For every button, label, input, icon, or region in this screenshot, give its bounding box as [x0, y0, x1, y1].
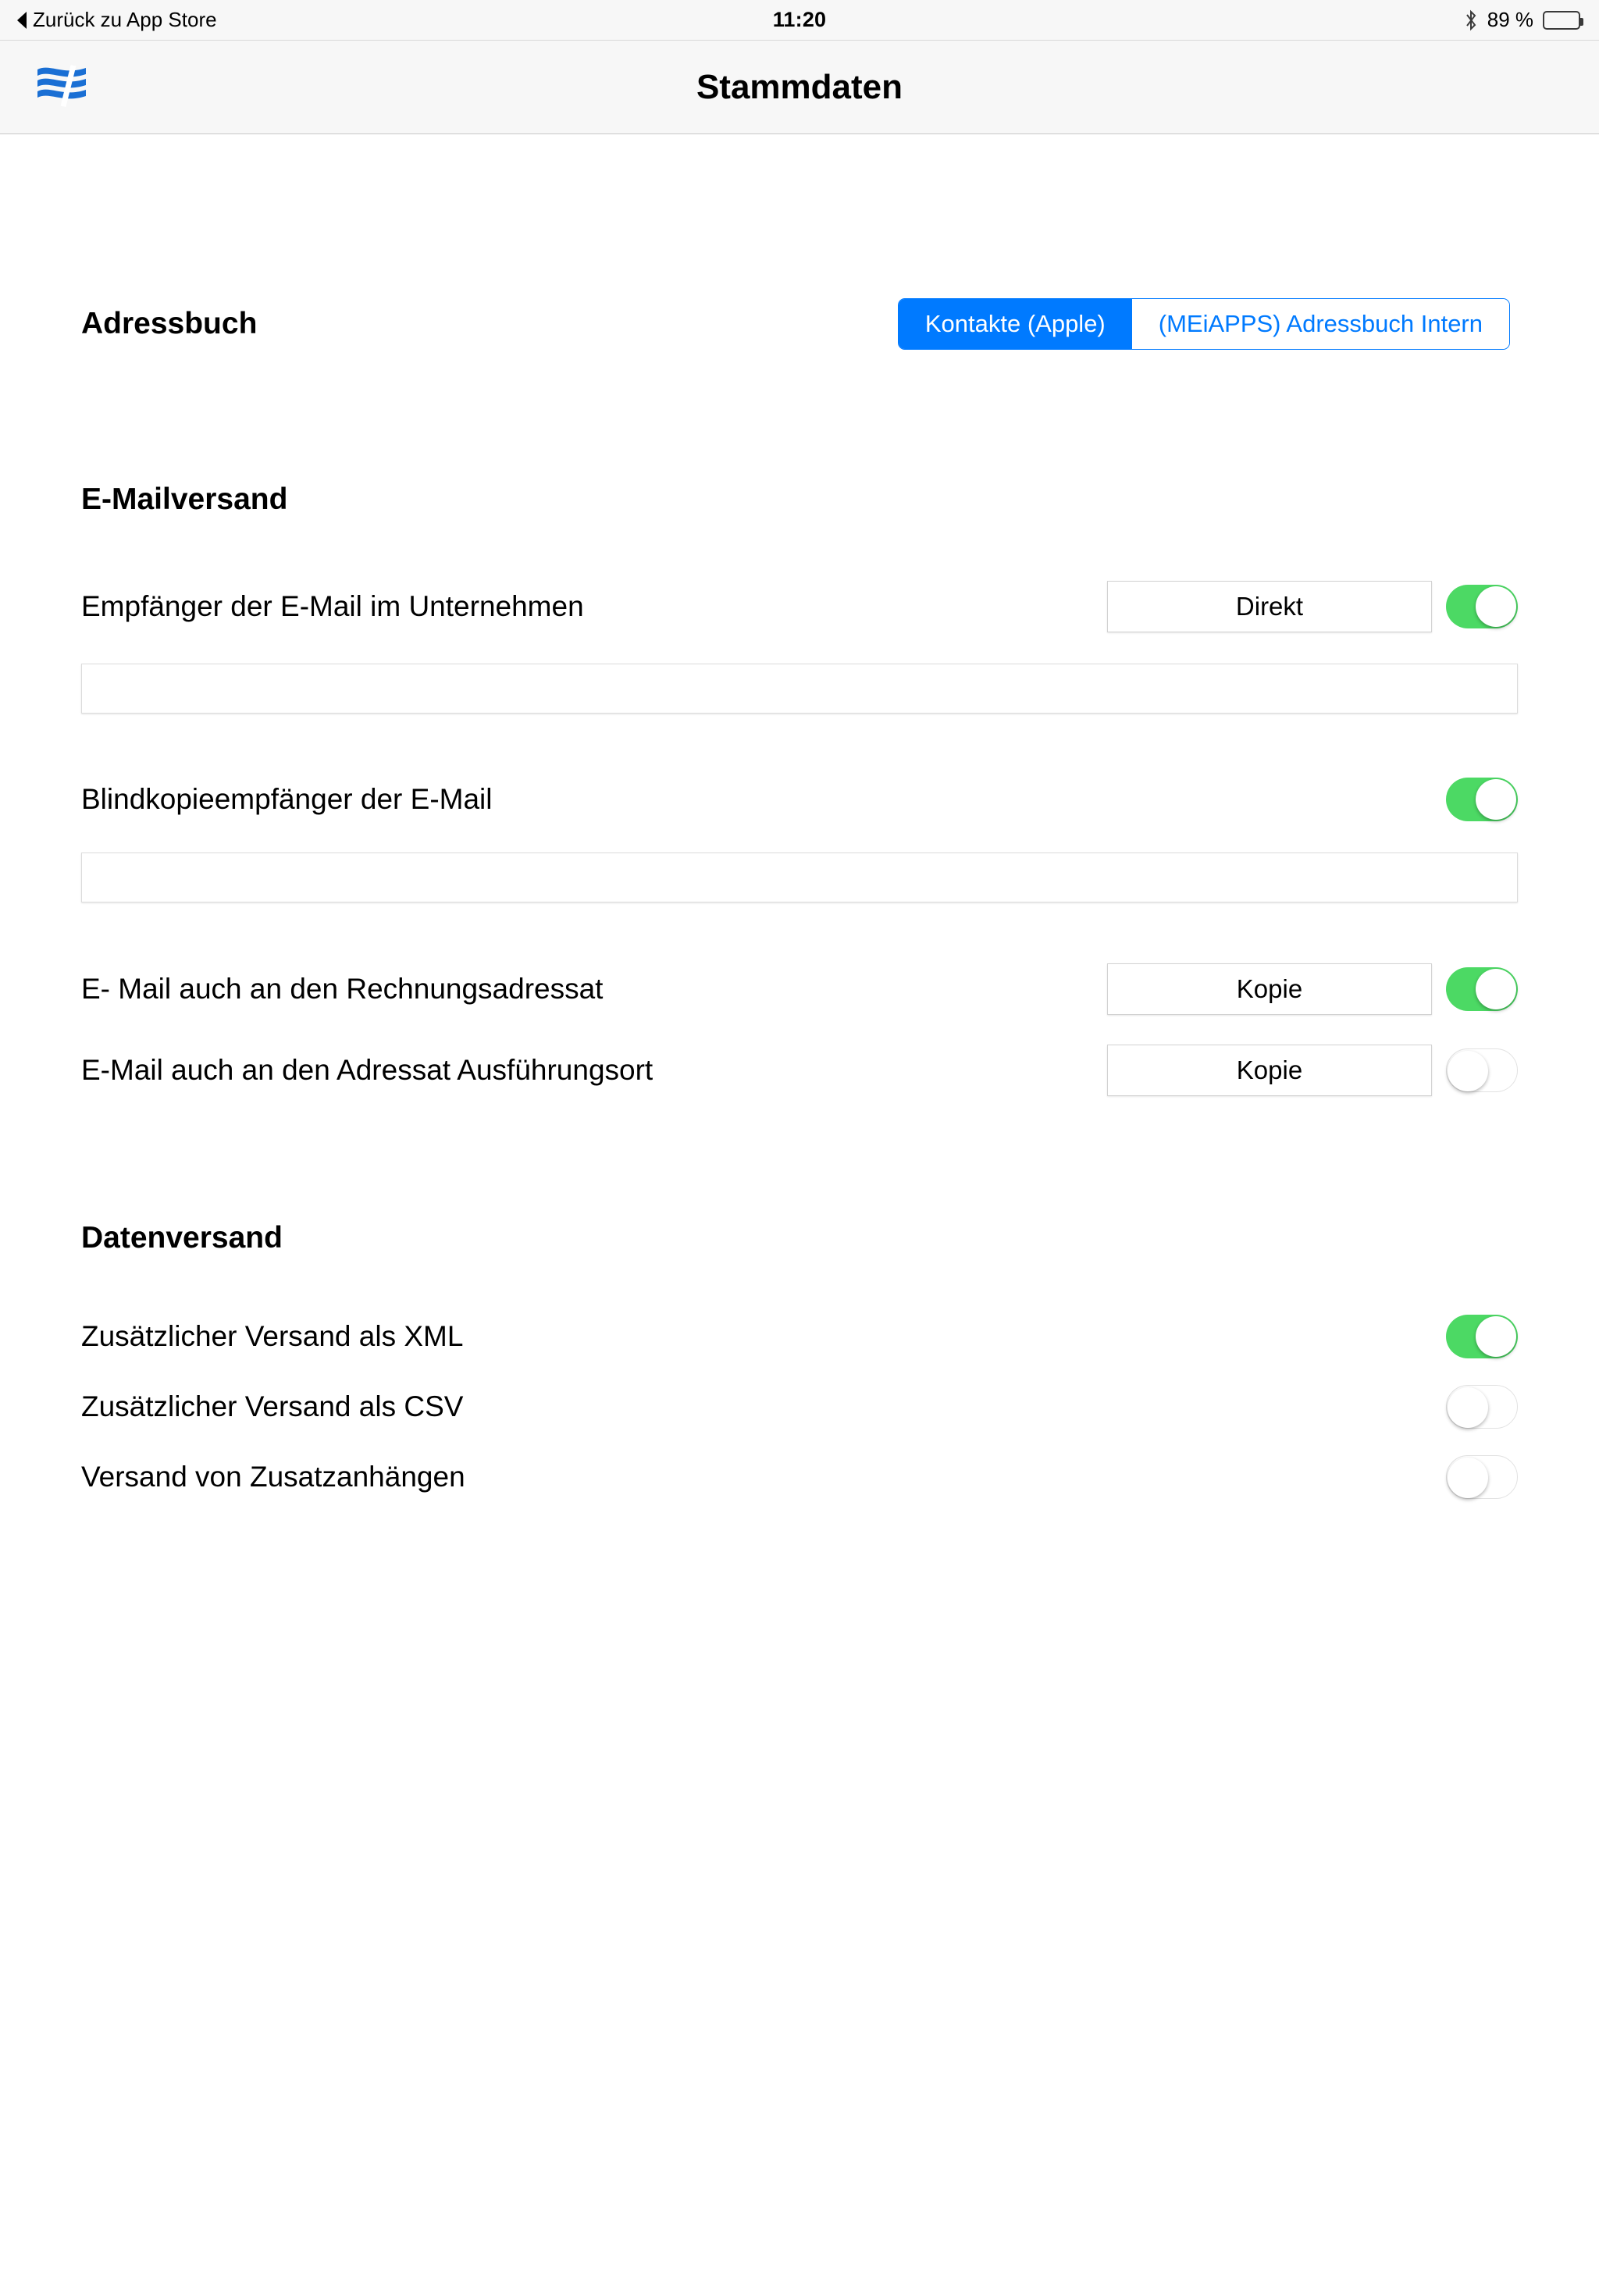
- status-bar: [0, 0, 1599, 41]
- address-book-segmented-control[interactable]: [898, 298, 1510, 350]
- back-caret-icon: [17, 12, 27, 29]
- row-empfaenger-unternehmen-controls: [1107, 581, 1518, 632]
- battery-icon: [1543, 11, 1580, 30]
- empfaenger-unternehmen-value[interactable]: Direkt: [1107, 581, 1432, 632]
- row-rechnungsadressat-controls: [1107, 963, 1518, 1015]
- empfaenger-unternehmen-input[interactable]: [81, 664, 1518, 714]
- battery-percent-label: 89 %: [1487, 8, 1533, 31]
- blindkopie-toggle[interactable]: [1446, 778, 1518, 821]
- email-section-title: E-Mailversand: [81, 482, 288, 516]
- settings-content: [0, 298, 1599, 2296]
- adressat-ausfuehrungsort-toggle[interactable]: [1446, 1048, 1518, 1092]
- row-versand-csv-label: Zusätzlicher Versand als CSV: [81, 1390, 464, 1422]
- segment-meiapps-adressbuch-intern[interactable]: (MEiAPPS) Adressbuch Intern: [1132, 299, 1509, 349]
- empfaenger-unternehmen-toggle[interactable]: [1446, 585, 1518, 628]
- row-rechnungsadressat-label: E- Mail auch an den Rechnungsadressat: [81, 973, 604, 1005]
- rechnungsadressat-toggle[interactable]: [1446, 967, 1518, 1011]
- row-versand-xml-label: Zusätzlicher Versand als XML: [81, 1320, 464, 1352]
- rechnungsadressat-value[interactable]: Kopie: [1107, 963, 1432, 1015]
- address-book-label: Adressbuch: [81, 307, 258, 340]
- row-blindkopie-controls: [1432, 778, 1518, 821]
- row-zusatzanhaenge: [81, 1455, 1518, 1499]
- row-adressat-ausfuehrungsort: [81, 1045, 1518, 1096]
- address-book-row: [81, 298, 1518, 350]
- bluetooth-icon: [1464, 9, 1478, 32]
- row-empfaenger-unternehmen-label: Empfänger der E-Mail im Unternehmen: [81, 590, 584, 622]
- row-zusatzanhaenge-label: Versand von Zusatzanhängen: [81, 1461, 465, 1493]
- data-section-title: Datenversand: [81, 1221, 283, 1255]
- versand-xml-toggle[interactable]: [1446, 1315, 1518, 1358]
- zusatzanhaenge-toggle[interactable]: [1446, 1455, 1518, 1499]
- row-blindkopie-label: Blindkopieempfänger der E-Mail: [81, 783, 493, 815]
- row-rechnungsadressat: [81, 963, 1518, 1015]
- page-title: Stammdaten: [696, 67, 903, 106]
- back-to-app-store-label: Zurück zu App Store: [33, 8, 217, 31]
- row-adressat-ausfuehrungsort-label: E-Mail auch an den Adressat Ausführungsort: [81, 1054, 653, 1086]
- segment-kontakte-apple[interactable]: Kontakte (Apple): [899, 299, 1132, 349]
- app-logo-icon: [34, 63, 92, 112]
- row-empfaenger-unternehmen: [81, 581, 1518, 632]
- versand-csv-toggle[interactable]: [1446, 1385, 1518, 1429]
- adressat-ausfuehrungsort-value[interactable]: Kopie: [1107, 1045, 1432, 1096]
- status-bar-clock: 11:20: [772, 8, 827, 31]
- navigation-bar: [0, 41, 1599, 134]
- row-versand-xml: [81, 1315, 1518, 1358]
- row-blindkopie: [81, 778, 1518, 821]
- status-bar-right: [1464, 8, 1580, 32]
- row-adressat-ausfuehrungsort-controls: [1107, 1045, 1518, 1096]
- row-versand-csv: [81, 1385, 1518, 1429]
- back-to-app-store-button[interactable]: [17, 8, 217, 32]
- blindkopie-input[interactable]: [81, 853, 1518, 902]
